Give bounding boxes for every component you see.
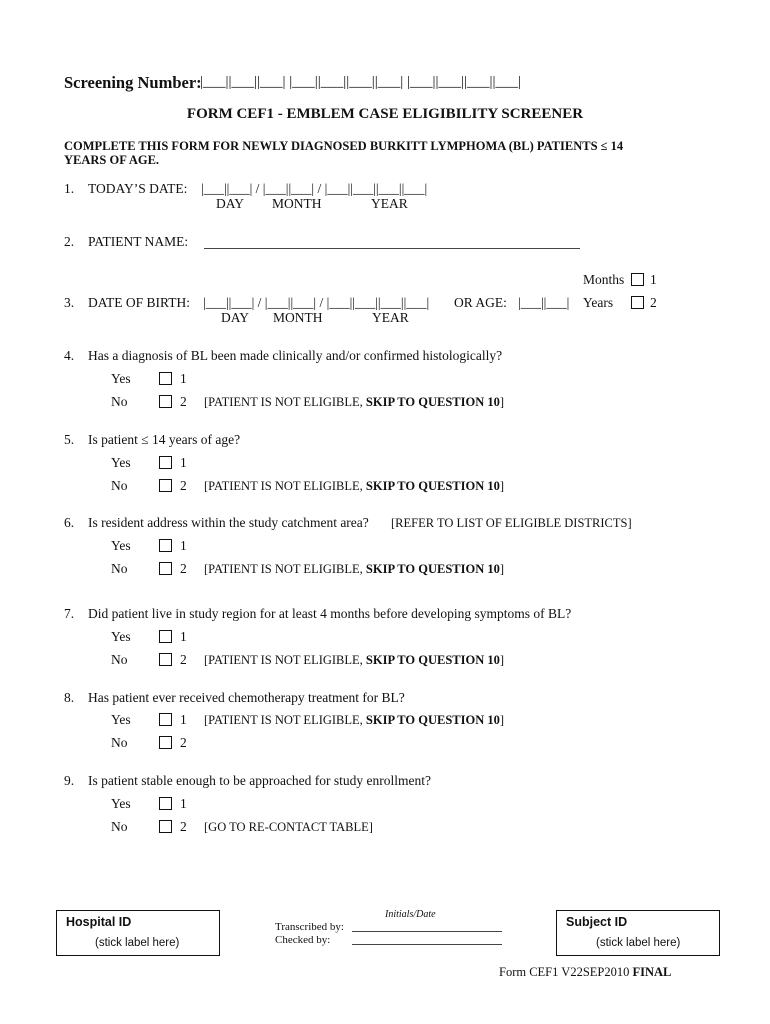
age-input[interactable]: |___||___| [518, 295, 570, 310]
yes-checkbox[interactable] [159, 456, 172, 469]
yes-label: Yes [111, 629, 131, 644]
age-months-label: Months [583, 272, 625, 287]
no-checkbox[interactable] [159, 562, 172, 575]
q1-year-caption: YEAR [371, 196, 408, 211]
date-of-birth-input[interactable]: |___||___| / |___||___| / |___||___||___||___| [203, 295, 430, 310]
refer-note: [REFER TO LIST OF ELIGIBLE DISTRICTS] [391, 516, 632, 530]
subject-id-hint: (stick label here) [596, 937, 681, 949]
no-label: No [111, 394, 128, 409]
question-text: Is resident address within the study catchment area? [88, 515, 369, 530]
question-text: Is patient stable enough to be approached for study enrollment? [88, 773, 432, 788]
no-checkbox[interactable] [159, 395, 172, 408]
yes-checkbox[interactable] [159, 630, 172, 643]
checked-by-field[interactable] [352, 944, 502, 945]
subject-id-box[interactable] [556, 910, 720, 956]
no-label: No [111, 735, 128, 750]
patient-name-field[interactable] [204, 248, 580, 249]
or-age-label: OR AGE: [454, 295, 507, 310]
q3-label: DATE OF BIRTH: [88, 295, 190, 310]
yes-code: 1 [180, 712, 187, 727]
no-checkbox[interactable] [159, 820, 172, 833]
recontact-instruction: [GO TO RE-CONTACT TABLE] [204, 820, 373, 834]
yes-label: Yes [111, 371, 131, 386]
yes-code: 1 [180, 538, 187, 553]
no-label: No [111, 819, 128, 834]
skip-instruction: [PATIENT IS NOT ELIGIBLE, SKIP TO QUESTION 10] [204, 562, 505, 576]
no-code: 2 [180, 394, 187, 409]
q1-number: 1. [64, 181, 75, 196]
no-code: 2 [180, 561, 187, 576]
no-label: No [111, 478, 128, 493]
yes-code: 1 [180, 455, 187, 470]
q1-label: TODAY’S DATE: [88, 181, 188, 196]
screening-number-label: Screening Number: [64, 73, 202, 92]
q3-year-caption: YEAR [372, 310, 409, 325]
question-number: 5. [64, 432, 75, 447]
q2-label: PATIENT NAME: [88, 234, 189, 249]
age-months-checkbox[interactable] [631, 273, 644, 286]
q1-day-caption: DAY [216, 196, 245, 211]
no-checkbox[interactable] [159, 653, 172, 666]
transcribed-by-field[interactable] [352, 931, 502, 932]
no-label: No [111, 561, 128, 576]
yes-code: 1 [180, 629, 187, 644]
question-number: 4. [64, 348, 75, 363]
no-code: 2 [180, 819, 187, 834]
question-number: 6. [64, 515, 75, 530]
question-number: 8. [64, 690, 75, 705]
q2-number: 2. [64, 234, 75, 249]
skip-instruction: [PATIENT IS NOT ELIGIBLE, SKIP TO QUESTION 10] [204, 479, 505, 493]
yes-label: Yes [111, 538, 131, 553]
hospital-id-hint: (stick label here) [95, 937, 180, 949]
question-text: Did patient live in study region for at least 4 months before developing symptoms of BL? [88, 606, 572, 621]
question-text: Has a diagnosis of BL been made clinically and/or confirmed histologically? [88, 348, 503, 363]
question-text: Is patient ≤ 14 years of age? [88, 432, 241, 447]
yes-label: Yes [111, 796, 131, 811]
q3-month-caption: MONTH [273, 310, 323, 325]
q3-day-caption: DAY [221, 310, 250, 325]
transcribed-by-label: Transcribed by: [275, 921, 344, 933]
question-number: 7. [64, 606, 75, 621]
age-months-code: 1 [650, 272, 657, 287]
no-code: 2 [180, 652, 187, 667]
age-years-label: Years [583, 295, 614, 310]
no-code: 2 [180, 735, 187, 750]
yes-label: Yes [111, 455, 131, 470]
yes-checkbox[interactable] [159, 372, 172, 385]
screening-number-input[interactable]: |___||___||___| |___||___||___||___| |___||___||___||___| [200, 74, 522, 90]
subject-id-title: Subject ID [566, 915, 628, 929]
hospital-id-title: Hospital ID [66, 915, 132, 929]
no-checkbox[interactable] [159, 736, 172, 749]
yes-checkbox[interactable] [159, 797, 172, 810]
checked-by-label: Checked by: [275, 934, 331, 946]
question-number: 9. [64, 773, 75, 788]
yes-code: 1 [180, 796, 187, 811]
skip-instruction: [PATIENT IS NOT ELIGIBLE, SKIP TO QUESTION 10] [204, 395, 505, 409]
todays-date-input[interactable]: |___||___| / |___||___| / |___||___||___||___| [201, 181, 428, 196]
question-text: Has patient ever received chemotherapy treatment for BL? [88, 690, 405, 705]
age-years-checkbox[interactable] [631, 296, 644, 309]
q1-month-caption: MONTH [272, 196, 322, 211]
yes-checkbox[interactable] [159, 539, 172, 552]
yes-code: 1 [180, 371, 187, 386]
no-label: No [111, 652, 128, 667]
age-years-code: 2 [650, 295, 657, 310]
skip-instruction: [PATIENT IS NOT ELIGIBLE, SKIP TO QUESTION 10] [204, 713, 505, 727]
instruction-line-1: COMPLETE THIS FORM FOR NEWLY DIAGNOSED BURKITT LYMPHOMA (BL) PATIENTS ≤ 14 [64, 139, 624, 153]
hospital-id-box[interactable] [56, 910, 220, 956]
form-version: Form CEF1 V22SEP2010 FINAL [499, 965, 672, 979]
no-code: 2 [180, 478, 187, 493]
yes-checkbox[interactable] [159, 713, 172, 726]
initials-date-caption: Initials/Date [385, 909, 436, 920]
no-checkbox[interactable] [159, 479, 172, 492]
q3-number: 3. [64, 295, 75, 310]
instruction-line-2: YEARS OF AGE. [64, 153, 160, 167]
form-title: FORM CEF1 - EMBLEM CASE ELIGIBILITY SCREENER [186, 106, 584, 122]
skip-instruction: [PATIENT IS NOT ELIGIBLE, SKIP TO QUESTION 10] [204, 653, 505, 667]
yes-label: Yes [111, 712, 131, 727]
